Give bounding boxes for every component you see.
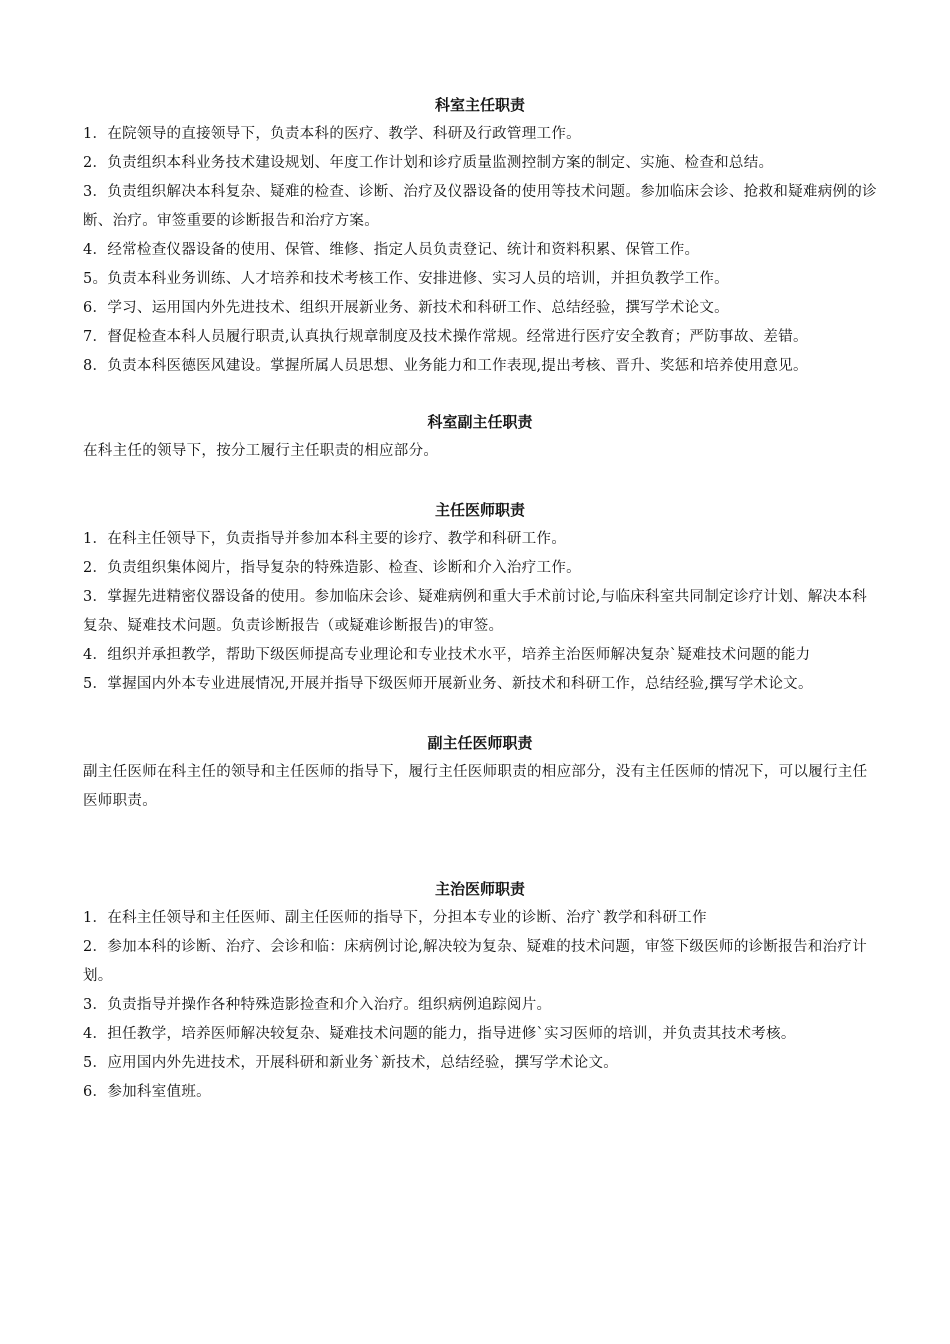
paragraph: 3．掌握先进精密仪器设备的使用。参加临床会诊、疑难病例和重大手术前讨论,与临床科室共同制定诊疗计划、解决本科复杂、疑难技术问题。负责诊断报告（或疑难诊断报告)的审签。	[83, 589, 868, 634]
section-department-director	[83, 94, 877, 381]
section-attending-physician	[83, 878, 877, 1107]
document-content	[83, 94, 877, 1107]
paragraph: 4．组织并承担教学，帮助下级医师提高专业理论和专业技术水平，培养主治医师解决复杂`疑难技术问题的能力	[83, 647, 811, 663]
section-spacer	[83, 381, 877, 411]
paragraph: 2．负责组织本科业务技术建设规划、年度工作计划和诊疗质量监测控制方案的制定、实施、检查和总结。	[83, 155, 774, 171]
section-title: 科室副主任职责	[427, 413, 533, 431]
section-chief-physician	[83, 499, 877, 699]
section-title: 科室主任职责	[434, 96, 525, 114]
paragraph: 5．掌握国内外本专业进展情况,开展并指导下级医师开展新业务、新技术和科研工作，总结经验,撰写学术论文。	[83, 676, 813, 692]
section-title: 副主任医师职责	[427, 734, 533, 752]
section-spacer	[83, 816, 877, 878]
paragraph: 副主任医师在科主任的领导和主任医师的指导下，履行主任医师职责的相应部分，没有主任医师的情况下，可以履行主任医师职责。	[83, 764, 868, 809]
paragraph: 7．督促检查本科人员履行职责,认真执行规章制度及技术操作常规。经常进行医疗安全教育；严防事故、差错。	[83, 329, 808, 345]
section-deputy-director	[83, 411, 877, 466]
section-associate-chief-physician	[83, 732, 877, 816]
paragraph: 1．在科主任领导和主任医师、副主任医师的指导下，分担本专业的诊断、治疗`教学和科研工作	[83, 910, 707, 926]
paragraph: 3．负责指导并操作各种特殊造影捡查和介入治疗。组织病例追踪阅片。	[83, 997, 552, 1013]
paragraph: 5。负责本科业务训练、人才培养和技术考核工作、安排进修、实习人员的培训，并担负教学工作。	[83, 271, 729, 287]
paragraph: 2．参加本科的诊断、治疗、会诊和临：床病例讨论,解决较为复杂、疑难的技术问题，审签下级医师的诊断报告和治疗计划。	[83, 939, 868, 984]
section-spacer	[83, 466, 877, 499]
paragraph: 1．在院领导的直接领导下，负责本科的医疗、教学、科研及行政管理工作。	[83, 126, 581, 142]
paragraph: 5．应用国内外先进技术，开展科研和新业务`新技术，总结经验，撰写学术论文。	[83, 1055, 619, 1071]
paragraph: 4．担任教学，培养医师解决较复杂、疑难技术问题的能力，指导进修`实习医师的培训，并负责其技术考核。	[83, 1026, 796, 1042]
section-title: 主任医师职责	[434, 501, 525, 519]
paragraph: 4．经常检查仪器设备的使用、保管、维修、指定人员负责登记、统计和资料积累、保管工作。	[83, 242, 700, 258]
section-spacer	[83, 699, 877, 732]
paragraph: 1．在科主任领导下，负责指导并参加本科主要的诊疗、教学和科研工作。	[83, 531, 567, 547]
section-title: 主治医师职责	[434, 880, 525, 898]
paragraph: 在科主任的领导下，按分工履行主任职责的相应部分。	[83, 443, 439, 459]
paragraph: 8．负责本科医德医风建设。掌握所属人员思想、业务能力和工作表现,提出考核、晋升、奖惩和培养使用意见。	[83, 358, 808, 374]
paragraph: 3．负责组织解决本科复杂、疑难的检查、诊断、治疗及仪器设备的使用等技术问题。参加临床会诊、抢救和疑难病例的诊断、治疗。审签重要的诊断报告和治疗方案。	[83, 184, 877, 229]
paragraph: 6．学习、运用国内外先进技术、组织开展新业务、新技术和科研工作、总结经验，撰写学术论文。	[83, 300, 729, 316]
paragraph: 6．参加科室值班。	[83, 1084, 211, 1100]
paragraph: 2．负责组织集体阅片，指导复杂的特殊造影、检查、诊断和介入治疗工作。	[83, 560, 581, 576]
